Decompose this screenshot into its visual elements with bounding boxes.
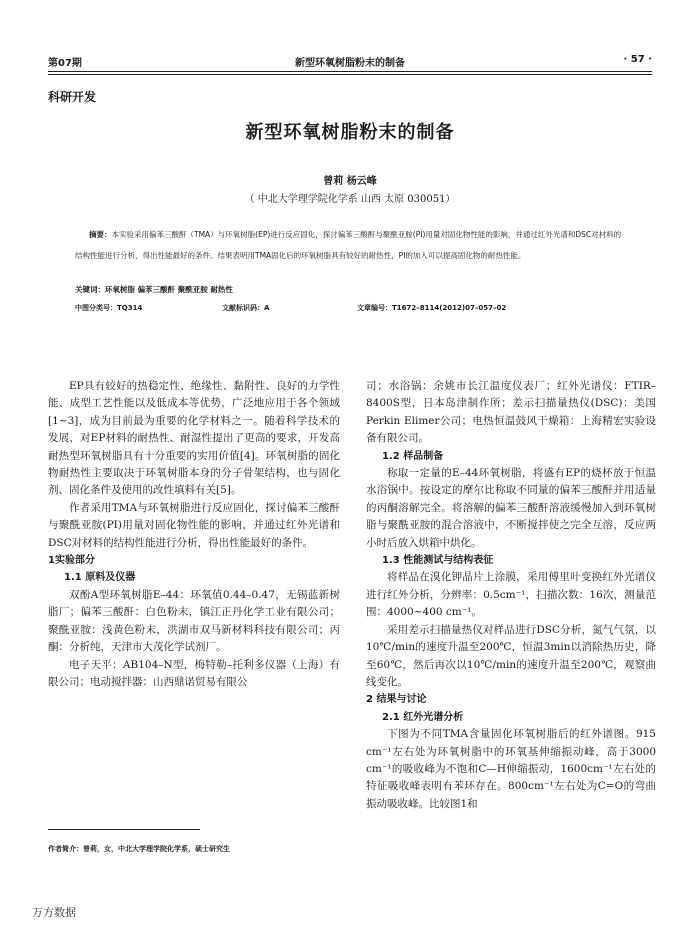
article-number (357, 303, 506, 313)
paragraph: 电子天平：AB104–N型，梅特勒–托利多仪器（上海）有限公司；电动搅拌器：山西鼎诺贸易有限公 (48, 658, 340, 688)
article-title: 新型环氧树脂粉末的制备 (245, 122, 455, 143)
subsection-heading: 1.3 性能测试与结构表征 (382, 555, 494, 567)
author-affiliation: （ 中北大学理学院化学系 山西 太原 030051） (244, 194, 456, 205)
paragraph: 称取一定量的E–44环氧树脂，将盛有EP的烧杯放于恒温水浴锅中。按设定的摩尔比称取不同量的偏苯三酸酐并用适量的丙酮溶解完全。将溶解的偏苯三酸酐溶液缓慢加入到环氧树脂与聚酰亚胺的混合溶液中，不断搅拌使之完全互溶，反应两小时后放入烘箱中烘化。 (366, 467, 656, 549)
keywords-label: 关键词： (75, 285, 105, 294)
document-code-value: A (264, 304, 270, 312)
keywords (75, 284, 233, 295)
running-header (48, 54, 652, 70)
abstract-text: 本实验采用偏苯三酸酐（TMA）与环氧树脂(EP)进行反应固化，探讨偏苯三酸酐与聚酰亚胺(PI)用量对固化物性能的影响，并通过红外光谱和DSC对材料的结构性能进行分析，得出性能最好的条件。结果表明用TMA固化后的环氧树脂具有较好的耐热性，PI的加入可以提高固化物的耐热性能。 (75, 230, 622, 260)
paragraph: 采用差示扫描量热仪对样品进行DSC分析，氮气气氛，以10℃/min的速度升温至200℃，恒温3min以消除热历史，降至60℃，然后再次以10℃/min的速度升温至200℃，观察曲线变化。 (366, 623, 656, 688)
document-code-label: 文献标识码： (222, 304, 264, 312)
running-title: 新型环氧树脂粉末的制备 (295, 58, 405, 69)
keywords-text: 环氧树脂 偏苯三酸酐 聚酰亚胺 耐热性 (105, 285, 233, 294)
paragraph: 下图为不同TMA含量固化环氧树脂后的红外谱图。915 cm⁻¹左右处为环氧树脂中的环氧基伸缩振动峰，高于3000 cm⁻¹的吸收峰为不饱和C—H伸缩振动，1600cm⁻¹左右处的特征吸收峰表明有苯环存在。800cm⁻¹左右处为C=O的弯曲振动吸收峰。比较图1和 (366, 728, 656, 810)
section-heading: 2 结果与讨论 (366, 694, 427, 706)
classification-number (75, 303, 142, 313)
subsection-heading: 2.1 红外光谱分析 (382, 711, 464, 723)
article-number-value: T1672–8114(2012)07–057–02 (392, 304, 507, 312)
watermark: 万方数据 (32, 906, 76, 919)
document-code (222, 303, 269, 313)
abstract (75, 224, 625, 266)
author-footnote: 作者简介：曾莉，女，中北大学理学院化学系，硕士研究生 (48, 845, 230, 853)
header-rule (48, 71, 652, 72)
paragraph: 将样品在溴化钾晶片上涂膜，采用傅里叶变换红外光谱仪进行红外分析，分辨率：0.5cm⁻¹，扫描次数：16次，测量范围：4000~400 cm⁻¹。 (366, 571, 656, 619)
paragraph: 双酚A型环氧树脂E–44：环氧值0.44–0.47，无锡蓝新树脂厂；偏苯三酸酐：白色粉末，镇江正丹化学工业有限公司；聚酰亚胺：浅黄色粉末，洪湖市双马新材料科技有限公司；丙酮：分析纯，天津市大茂化学试剂厂。 (48, 588, 340, 654)
classification-label: 中图分类号： (75, 304, 117, 312)
subsection-heading: 1.2 样品制备 (382, 450, 444, 462)
article-number-label: 文章编号： (357, 304, 392, 312)
classification-value: TQ314 (117, 304, 143, 312)
body-column-left (48, 378, 340, 691)
subsection-heading: 1.1 原料及仪器 (64, 572, 136, 584)
paragraph: 司；水浴锅：余姚市长江温度仪表厂；红外光谱仪：FTIR–8400S型，日本岛津制作所；差示扫描量热仪(DSC)：美国Perkin Elimer公司；电热恒温鼓风干燥箱：上海精宏实验设备有限公司。 (366, 380, 656, 445)
paragraph: EP具有较好的热稳定性、绝缘性、黏附性、良好的力学性能、成型工艺性能以及低成本等优势，广泛地应用于各个领域[1~3]，成为目前最为重要的化学材料之一。随着科学技术的发展，对EP材料的耐热性、耐湿性提出了更高的要求，开发高耐热型环氧树脂具有十分重要的实用价值[4]。环氧树脂的固化物耐热性主要取决于环氧树脂本身的分子骨架结构，也与固化剂、固化条件及使用的改性填料有关[5]。 (48, 380, 340, 497)
body-column-right (366, 378, 656, 813)
paragraph: 作者采用TMA与环氧树脂进行反应固化，探讨偏苯三酸酐与聚酰亚胺(PI)用量对固化物性能的影响，并通过红外光谱和DSC对材料的结构性能进行分析，得出性能最好的条件。 (48, 501, 340, 549)
footnote-rule (48, 829, 200, 830)
section-tag: 科研开发 (48, 90, 97, 104)
abstract-label: 摘要： (89, 230, 112, 239)
page-number: · 57 · (623, 54, 652, 65)
issue-number: 第07期 (48, 58, 82, 69)
section-heading: 1实验部分 (48, 555, 95, 567)
header-rule-thin (48, 74, 652, 75)
article-authors: 曾莉 杨云峰 (323, 176, 377, 187)
